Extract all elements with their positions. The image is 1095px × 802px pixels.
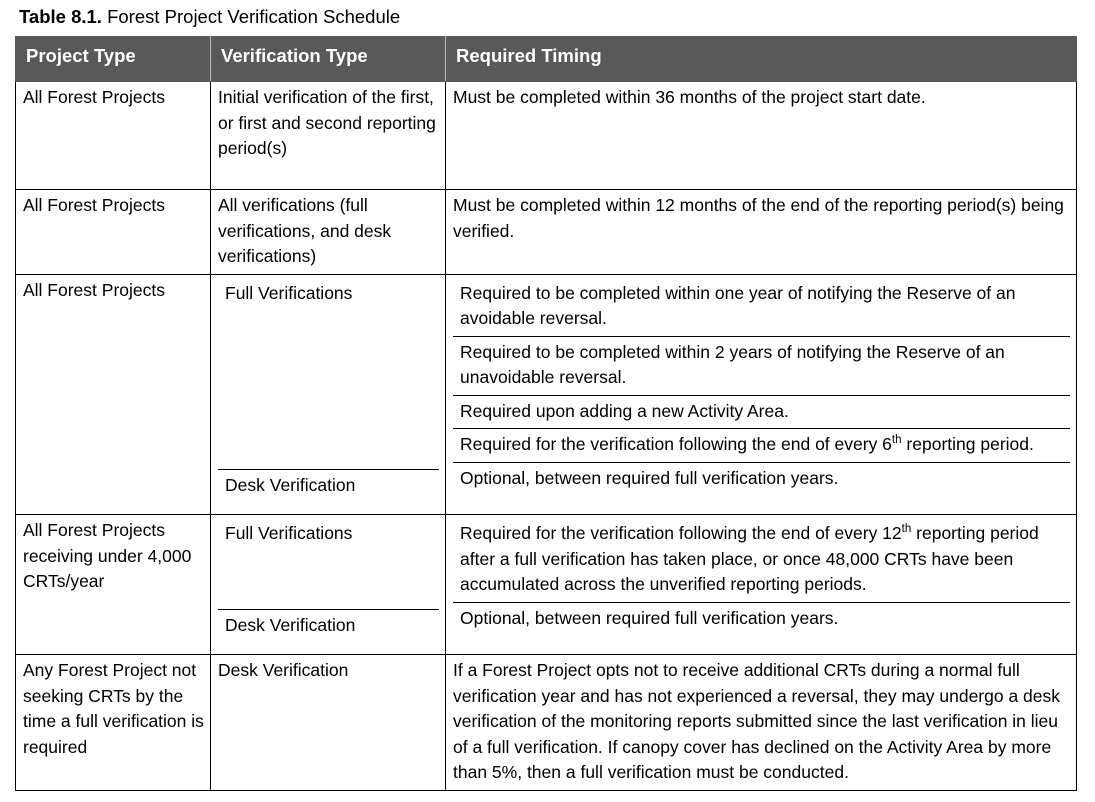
cell-required-timing xyxy=(446,274,1077,515)
cell-required-timing xyxy=(446,515,1077,655)
timing-subrow xyxy=(453,518,1070,602)
verification-subrow xyxy=(218,470,439,511)
timing-subrow xyxy=(453,462,1070,495)
verification-type-value: Desk Verification xyxy=(225,475,356,495)
cell-verification-type: All verifications (full verifications, and desk verifications) xyxy=(211,190,446,275)
cell-verification-type xyxy=(211,515,446,655)
table-row xyxy=(16,515,1077,655)
verification-subrow xyxy=(218,278,439,470)
cell-required-timing: Must be completed within 12 months of the end of the reporting period(s) being verified. xyxy=(446,190,1077,275)
verification-subrow xyxy=(218,610,439,651)
verification-type-value: Full Verifications xyxy=(218,278,439,470)
cell-verification-type: Initial verification of the first, or first and second reporting period(s) xyxy=(211,82,446,190)
timing-subrow xyxy=(453,429,1070,463)
timing-value: Optional, between required full verification years. xyxy=(460,607,839,628)
table-caption-text: Forest Project Verification Schedule xyxy=(101,6,401,27)
timing-value: Required to be completed within one year of notifying the Reserve of an avoidable reversal. xyxy=(453,278,1070,337)
cell-project-type: All Forest Projects xyxy=(16,190,211,275)
table-row xyxy=(16,190,1077,275)
column-header-verification-type: Verification Type xyxy=(211,37,446,82)
column-header-project-type: Project Type xyxy=(16,37,211,82)
timing-subrow xyxy=(453,395,1070,429)
timing-subrow xyxy=(453,602,1070,635)
cell-project-type: All Forest Projects xyxy=(16,274,211,515)
timing-subrow xyxy=(453,336,1070,395)
table-caption-label: Table 8.1. xyxy=(19,6,102,27)
verification-type-value: Desk Verification xyxy=(225,615,356,635)
timing-value: Required for the verification following the end of every 6th reporting period. xyxy=(453,429,1070,463)
timing-value: Required to be completed within 2 years of notifying the Reserve of an unavoidable reversal. xyxy=(453,336,1070,395)
verification-schedule-table xyxy=(15,36,1077,791)
table-caption xyxy=(19,5,400,29)
timing-subrow xyxy=(453,278,1070,337)
cell-verification-type xyxy=(211,274,446,515)
timing-value: Required upon adding a new Activity Area. xyxy=(453,395,1070,429)
table-header xyxy=(16,37,1077,82)
timing-value: Required for the verification following the end of every 12th reporting period after a full verification has taken place, or once 48,000 CRTs have been accumulated across the unverified reporting periods. xyxy=(453,518,1070,602)
table-row xyxy=(16,655,1077,791)
cell-project-type: Any Forest Project not seeking CRTs by the time a full verification is required xyxy=(16,655,211,791)
column-header-required-timing: Required Timing xyxy=(446,37,1077,82)
cell-verification-type: Desk Verification xyxy=(211,655,446,791)
table-header-row xyxy=(16,37,1077,82)
table-row xyxy=(16,82,1077,190)
timing-value: Optional, between required full verification years. xyxy=(460,467,839,488)
verification-subrow xyxy=(218,518,439,610)
cell-project-type: All Forest Projects receiving under 4,000 CRTs/year xyxy=(16,515,211,655)
table-row xyxy=(16,274,1077,515)
verification-type-value: Full Verifications xyxy=(218,518,439,610)
cell-required-timing: If a Forest Project opts not to receive additional CRTs during a normal full verification year and has not experienced a reversal, they may undergo a desk verification of the monitoring reports submitted since the last verification in lieu of a full verification. If canopy cover has declined on the Activity Area by more than 5%, then a full verification must be conducted. xyxy=(446,655,1077,791)
cell-project-type: All Forest Projects xyxy=(16,82,211,190)
cell-required-timing: Must be completed within 36 months of the project start date. xyxy=(446,82,1077,190)
table-body xyxy=(16,82,1077,791)
